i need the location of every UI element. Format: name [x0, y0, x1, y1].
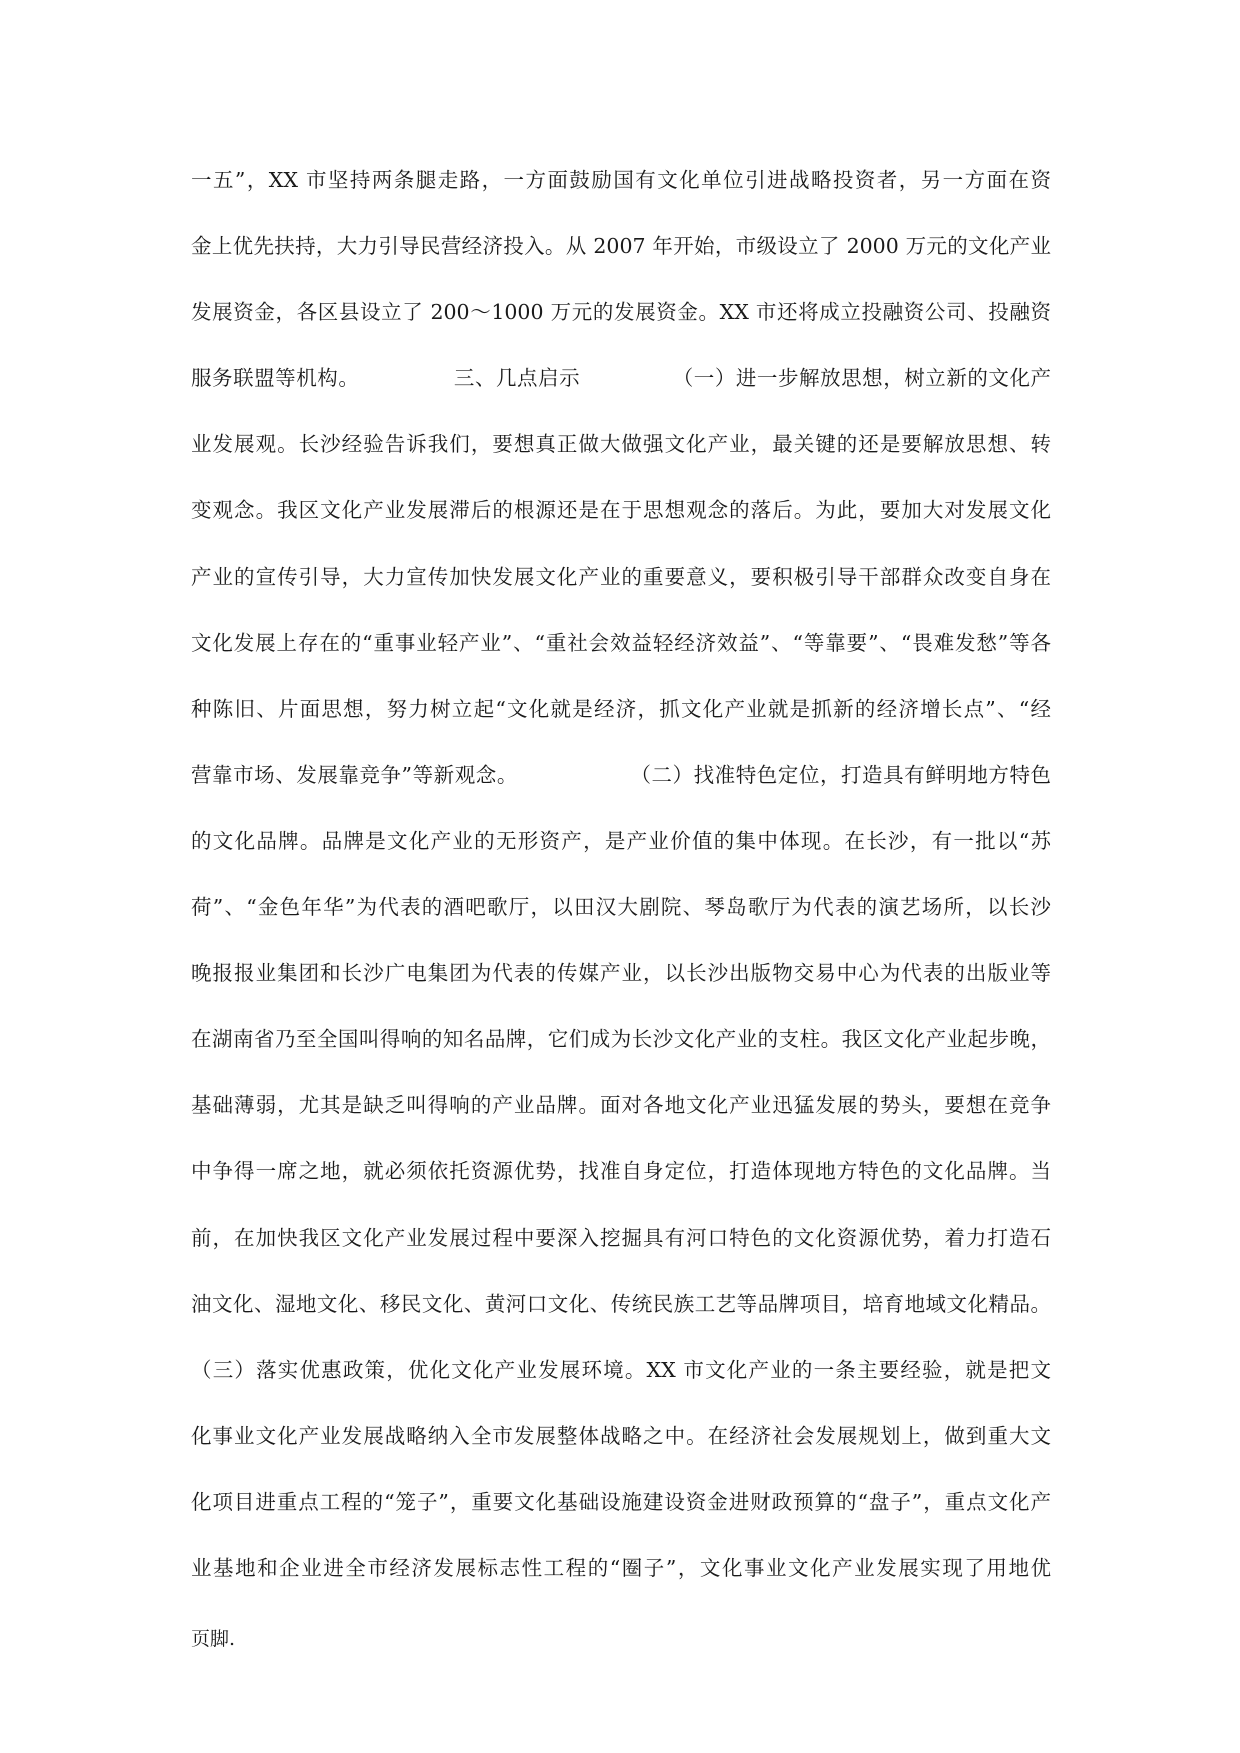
text-line — [191, 430, 1051, 496]
text-segment: 前，在加快我区文化产业发展过程中要深入挖掘具有河口特色的文化资源优势，着力打造石 — [191, 1225, 1051, 1250]
subsection-heading: （二）找准特色定位，打造具有鲜明地方特色 — [629, 762, 1052, 787]
text-segment: 种陈旧、片面思想，努力树立起“文化就是经济，抓文化产业就是抓新的经济增长点”、“经 — [191, 696, 1051, 721]
text-line — [191, 298, 1051, 364]
text-line — [191, 1224, 1051, 1290]
text-segment: 文化发展上存在的“重事业轻产业”、“重社会效益轻经济效益”、“等靠要”、“畏难发愁”等各 — [191, 630, 1051, 655]
text-segment: 金上优先扶持，大力引导民营经济投入。从 2007 年开始，市级设立了 2000 万元的文化产业 — [191, 234, 1051, 259]
text-line — [191, 1488, 1051, 1554]
text-line — [191, 1554, 1051, 1620]
subsection-heading: （一）进一步解放思想，树立新的文化产 — [672, 366, 1052, 391]
text-line — [191, 364, 1051, 430]
section-heading: 三、几点启示 — [453, 366, 581, 391]
text-segment: 化项目进重点工程的“笼子”，重要文化基础设施建设资金进财政预算的“盘子”，重点文化产 — [191, 1489, 1051, 1514]
text-line — [191, 1290, 1051, 1356]
text-segment: 业发展观。长沙经验告诉我们，要想真正做大做强文化产业，最关键的还是要解放思想、转 — [191, 432, 1051, 457]
text-line — [191, 1091, 1051, 1157]
text-segment: 服务联盟等机构。 — [191, 366, 360, 391]
text-segment: 中争得一席之地，就必须依托资源优势，找准自身定位，打造体现地方特色的文化品牌。当 — [191, 1159, 1051, 1184]
text-line — [191, 1422, 1051, 1488]
text-segment: 的文化品牌。品牌是文化产业的无形资产，是产业价值的集中体现。在长沙，有一批以“苏 — [191, 828, 1051, 853]
text-line — [191, 761, 1051, 827]
text-segment: 荷”、“金色年华”为代表的酒吧歌厅，以田汉大剧院、琴岛歌厅为代表的演艺场所，以长沙 — [191, 895, 1051, 920]
text-line — [191, 563, 1051, 629]
text-segment: 业基地和企业进全市经济发展标志性工程的“圈子”，文化事业文化产业发展实现了用地优 — [191, 1555, 1051, 1580]
text-line — [191, 496, 1051, 562]
text-segment: 一五”，XX 市坚持两条腿走路，一方面鼓励国有文化单位引进战略投资者，另一方面在资 — [191, 168, 1051, 192]
text-segment: 基础薄弱，尤其是缺乏叫得响的产业品牌。面对各地文化产业迅猛发展的势头，要想在竞争 — [191, 1093, 1051, 1118]
text-segment: 晚报报业集团和长沙广电集团为代表的传媒产业，以长沙出版物交易中心为代表的出版业等 — [191, 961, 1051, 986]
text-segment: 化事业文化产业发展战略纳入全市发展整体战略之中。在经济社会发展规划上，做到重大文 — [191, 1423, 1051, 1448]
text-line — [191, 232, 1051, 298]
text-line — [191, 695, 1051, 761]
text-segment: 营靠市场、发展靠竞争”等新观念。 — [191, 762, 518, 787]
text-line — [191, 1157, 1051, 1223]
text-line — [191, 629, 1051, 695]
body-text — [191, 166, 1051, 1620]
text-segment: 油文化、湿地文化、移民文化、黄河口文化、传统民族工艺等品牌项目，培育地域文化精品。 — [191, 1291, 1051, 1316]
text-line — [191, 893, 1051, 959]
text-segment: 产业的宣传引导，大力宣传加快发展文化产业的重要意义，要积极引导干部群众改变自身在 — [191, 564, 1051, 589]
text-segment: 变观念。我区文化产业发展滞后的根源还是在于思想观念的落后。为此，要加大对发展文化 — [191, 498, 1051, 523]
text-segment: 发展资金，各区县设立了 200～1000 万元的发展资金。XX 市还将成立投融资公司、投融资 — [191, 300, 1051, 325]
text-segment: 在湖南省乃至全国叫得响的知名品牌，它们成为长沙文化产业的支柱。我区文化产业起步晚， — [191, 1027, 1051, 1052]
text-line — [191, 166, 1051, 232]
text-line — [191, 827, 1051, 893]
text-line — [191, 959, 1051, 1025]
page-footer: 页脚. — [191, 1628, 236, 1650]
text-line — [191, 1025, 1051, 1091]
text-segment: （三）落实优惠政策，优化文化产业发展环境。XX 市文化产业的一条主要经验，就是把文 — [191, 1357, 1051, 1382]
text-line — [191, 1356, 1051, 1422]
